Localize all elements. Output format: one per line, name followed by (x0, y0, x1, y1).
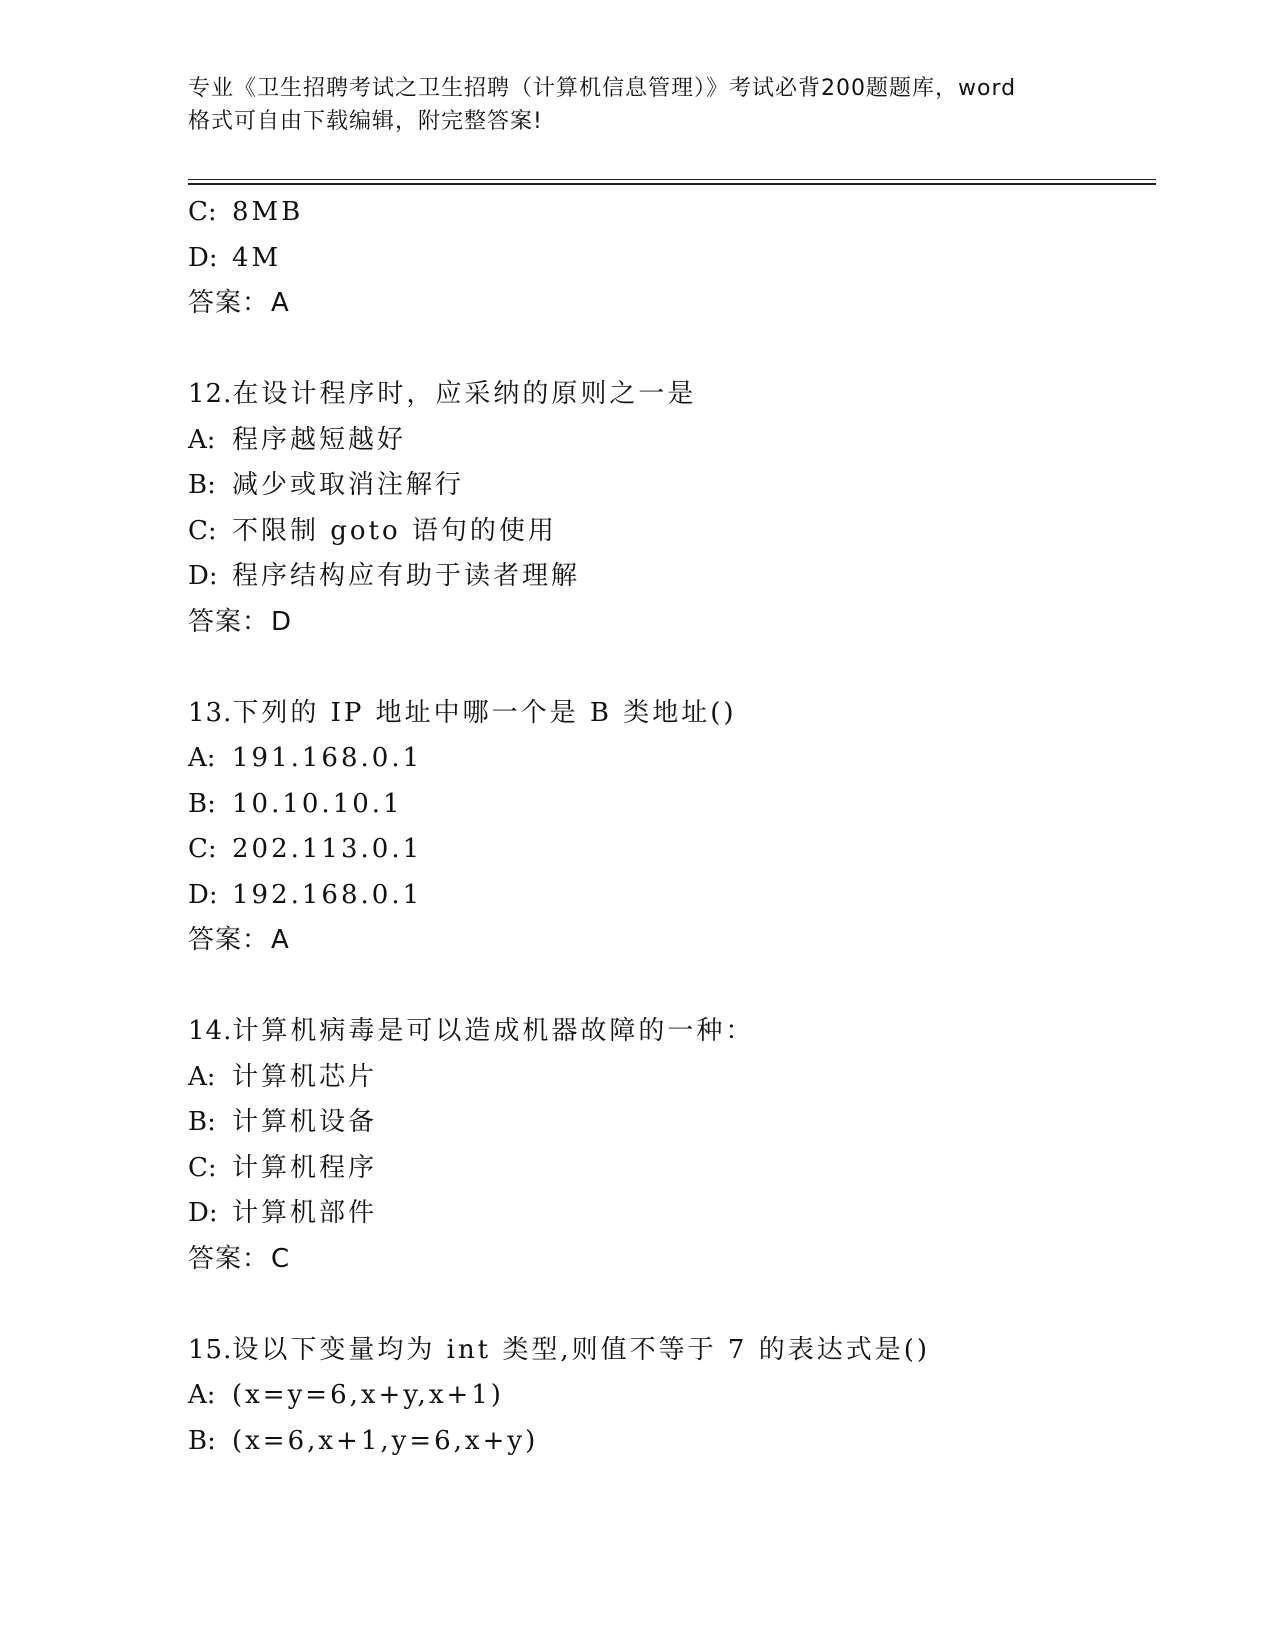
option-letter: A: (188, 424, 216, 455)
option-text: 8MB (232, 197, 304, 227)
answer-label: 答案： (188, 606, 270, 637)
answer-label: 答案： (188, 925, 270, 955)
option-a (188, 418, 1148, 464)
option-a (188, 1055, 1148, 1101)
option-c (188, 827, 1148, 873)
option-text: 程序结构应有助于读者理解 (232, 561, 581, 591)
option-c (188, 190, 1148, 236)
header-line-1: 专业《卫生招聘考试之卫生招聘（计算机信息管理）》考试必背200题题库，word (188, 76, 1017, 101)
option-letter: B: (188, 470, 216, 500)
question-text: 设以下变量均为 int 类型,则值不等于 7 的表达式是() (232, 1334, 931, 1365)
answer-line (188, 281, 1148, 327)
option-text: 程序越短越好 (232, 424, 407, 455)
header-divider-thin (188, 179, 1156, 180)
option-a (188, 736, 1148, 782)
question-13 (188, 691, 1148, 964)
header-divider-thick (188, 183, 1156, 185)
option-text: 202.113.0.1 (232, 834, 423, 864)
option-b (188, 1419, 1148, 1465)
option-text: (x=y=6,x+y,x+1) (232, 1380, 504, 1410)
option-letter: D: (188, 561, 218, 591)
question-stem (188, 691, 1148, 737)
question-number: 13. (188, 697, 233, 728)
option-text: 减少或取消注解行 (232, 470, 465, 500)
option-letter: D: (188, 879, 218, 910)
option-a (188, 1373, 1148, 1419)
option-letter: B: (188, 788, 216, 819)
option-text: 191.168.0.1 (232, 743, 423, 773)
header-line-2: 格式可自由下载编辑，附完整答案! (188, 109, 543, 134)
option-letter: D: (188, 1198, 218, 1228)
option-letter: B: (188, 1107, 216, 1137)
question-stem (188, 372, 1148, 418)
question-stem (188, 1009, 1148, 1055)
option-b (188, 1100, 1148, 1146)
option-text: 计算机程序 (232, 1152, 378, 1183)
option-text: 4M (232, 242, 282, 273)
option-b (188, 782, 1148, 828)
option-text: 计算机设备 (232, 1107, 378, 1137)
question-number: 14. (188, 1016, 233, 1046)
question-15 (188, 1328, 1148, 1465)
answer-line (188, 1237, 1148, 1283)
option-c (188, 509, 1148, 555)
answer-value: D (271, 606, 293, 637)
answer-value: A (271, 288, 290, 318)
answer-line (188, 918, 1148, 964)
question-number: 12. (188, 379, 233, 409)
option-d (188, 873, 1148, 919)
option-b (188, 463, 1148, 509)
option-letter: C: (188, 1152, 217, 1183)
option-d (188, 554, 1148, 600)
question-text: 在设计程序时，应采纳的原则之一是 (232, 379, 697, 409)
option-text: 不限制 goto 语句的使用 (232, 515, 557, 546)
option-letter: C: (188, 834, 217, 864)
option-letter: D: (188, 242, 218, 273)
option-letter: C: (188, 197, 217, 227)
option-text: (x=6,x+1,y=6,x+y) (232, 1425, 539, 1456)
option-text: 10.10.10.1 (232, 788, 403, 819)
question-11-tail (188, 190, 1148, 327)
answer-label: 答案： (188, 1243, 270, 1274)
question-number: 15. (188, 1334, 233, 1365)
option-text: 计算机芯片 (232, 1061, 378, 1092)
question-text: 计算机病毒是可以造成机器故障的一种： (232, 1016, 755, 1046)
answer-value: A (271, 925, 290, 955)
option-d (188, 236, 1148, 282)
option-d (188, 1191, 1148, 1237)
option-letter: A: (188, 1061, 216, 1092)
question-14 (188, 1009, 1148, 1282)
option-letter: C: (188, 515, 217, 546)
option-text: 计算机部件 (232, 1198, 378, 1228)
question-stem (188, 1328, 1148, 1374)
answer-line (188, 600, 1148, 646)
question-text: 下列的 IP 地址中哪一个是 B 类地址() (232, 697, 737, 728)
option-c (188, 1146, 1148, 1192)
option-text: 192.168.0.1 (232, 879, 423, 910)
answer-label: 答案： (188, 288, 270, 318)
document-header (188, 72, 1088, 138)
answer-value: C (271, 1243, 291, 1274)
question-list (188, 190, 1148, 1464)
question-12 (188, 372, 1148, 645)
option-letter: A: (188, 1380, 216, 1410)
option-letter: B: (188, 1425, 216, 1456)
option-letter: A: (188, 743, 216, 773)
